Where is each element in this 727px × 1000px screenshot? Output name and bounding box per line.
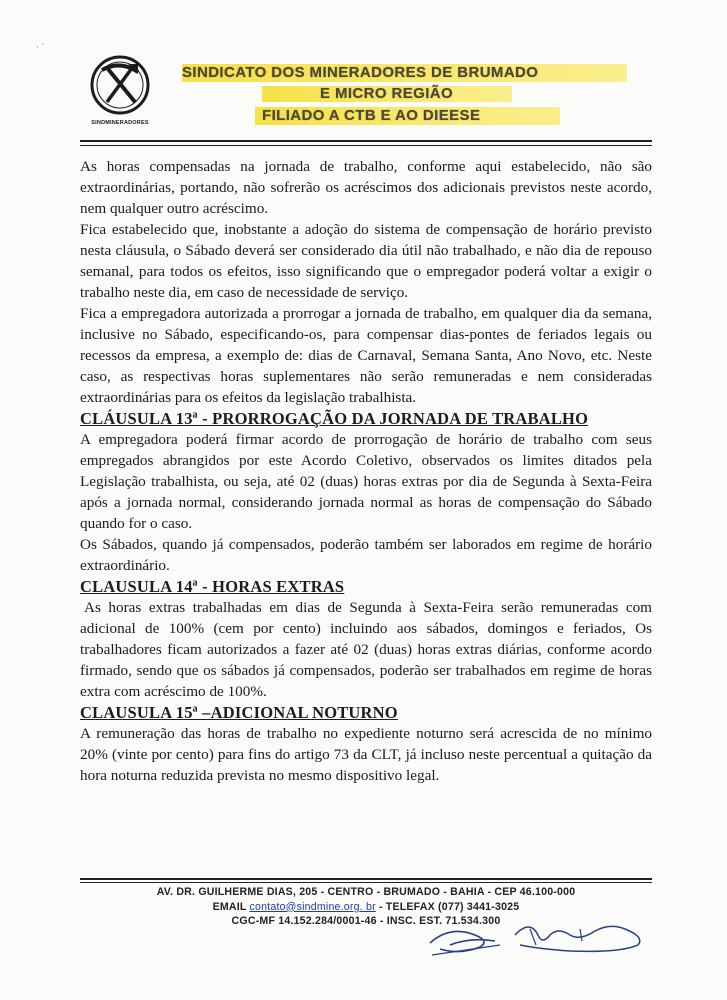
letterhead bbox=[0, 0, 727, 150]
paragraph: As horas extras trabalhadas em dias de Segunda à Sexta-Feira serão remuneradas com adicional de 100% (cem por cento) incluindo aos sábados, domingos e feriados, Os trabalhadores ficam autorizados a fazer até 02 (duas) horas extras diárias, conforme acordo firmado, sendo que os sábados já compensados, poderão ser trabalhados em regime de horas extra com acréscimo de 100%. bbox=[80, 599, 652, 700]
paragraph: Fica a empregadora autorizada a prorrogar a jornada de trabalho, em qualquer dia da semana, inclusive no Sábado, especificando-os, para compensar dias-pontes de feriados legais ou recessos da empresa, a exemplo de: dias de Carnaval, Semana Santa, Ano Novo, etc. Neste caso, as respectivas horas suplementares não serão remuneradas e nem consideradas extraordinárias para os efeitos da legislação trabalhista. bbox=[80, 305, 652, 406]
union-name-line2: E MICRO REGIÃO bbox=[320, 85, 454, 102]
clause-15-heading: CLAUSULA 15ª –ADICIONAL NOTURNO bbox=[80, 703, 398, 722]
header-rule bbox=[80, 140, 652, 142]
scan-speck: · ˙ bbox=[36, 42, 45, 52]
paragraph: Fica estabelecido que, inobstante a adoção do sistema de compensação de horário previsto nesta cláusula, o Sábado deverá ser considerado dia útil não trabalhado, e não dia de repouso semanal, para todos os efeitos, isso significando que o empregador poderá voltar a exigir o trabalho neste dia, em caso de necessidade de serviço. bbox=[80, 221, 652, 301]
telefax: - TELEFAX (077) 3441-3025 bbox=[375, 900, 520, 913]
union-name-line1: SINDICATO DOS MINERADORES DE BRUMADO bbox=[182, 64, 539, 81]
paragraph: A empregadora poderá firmar acordo de prorrogação de horário de trabalho com seus empregados abrangidos por este Acordo Coletivo, observados os limites ditados pela Legislação trabalhista, ou seja, até 02 (duas) horas extras por dia de Segunda à Sexta-Feira após a jornada normal, considerando jornada normal as horas de compensação do Sábado quando for o caso. bbox=[80, 431, 652, 532]
clause-13-heading: CLÁUSULA 13ª - PRORROGAÇÃO DA JORNADA DE TRABALHO bbox=[80, 409, 589, 428]
document-body bbox=[80, 156, 652, 786]
footer-rule bbox=[80, 878, 652, 880]
logo-caption: SINDMINERADORES bbox=[91, 120, 149, 126]
union-affiliation-line: FILIADO A CTB E AO DIEESE bbox=[262, 107, 481, 124]
pickaxe-shovel-icon bbox=[80, 52, 160, 118]
footer-registry: CGC-MF 14.152.284/0001-46 - INSC. EST. 71.534.300 bbox=[231, 915, 501, 927]
footer-rule-thin bbox=[80, 882, 652, 883]
handwritten-signatures bbox=[420, 905, 660, 965]
header-rule-thin bbox=[80, 145, 652, 146]
clause-14-heading: CLAUSULA 14ª - HORAS EXTRAS bbox=[80, 577, 345, 596]
email-label: EMAIL bbox=[212, 900, 247, 913]
footer-address: AV. DR. GUILHERME DIAS, 205 - CENTRO - BRUMADO - BAHIA - CEP 46.100-000 bbox=[156, 886, 576, 898]
paragraph: Os Sábados, quando já compensados, poderão também ser laborados em regime de horário extraordinário. bbox=[80, 536, 652, 574]
email-link[interactable]: contato@sindmine.org. br bbox=[249, 900, 376, 913]
union-logo bbox=[80, 52, 160, 134]
paragraph: As horas compensadas na jornada de trabalho, conforme aqui estabelecido, não são extraordinárias, portando, não sofrerão os acréscimos dos adicionais previstos neste acordo, nem qualquer outro acréscimo. bbox=[80, 158, 652, 217]
paragraph: A remuneração das horas de trabalho no expediente noturno será acrescida de no mínimo 20% (vinte por cento) para fins do artigo 73 da CLT, já incluso neste percentual a quitação da hora noturna reduzida prevista no mesmo dispositivo legal. bbox=[80, 725, 652, 784]
